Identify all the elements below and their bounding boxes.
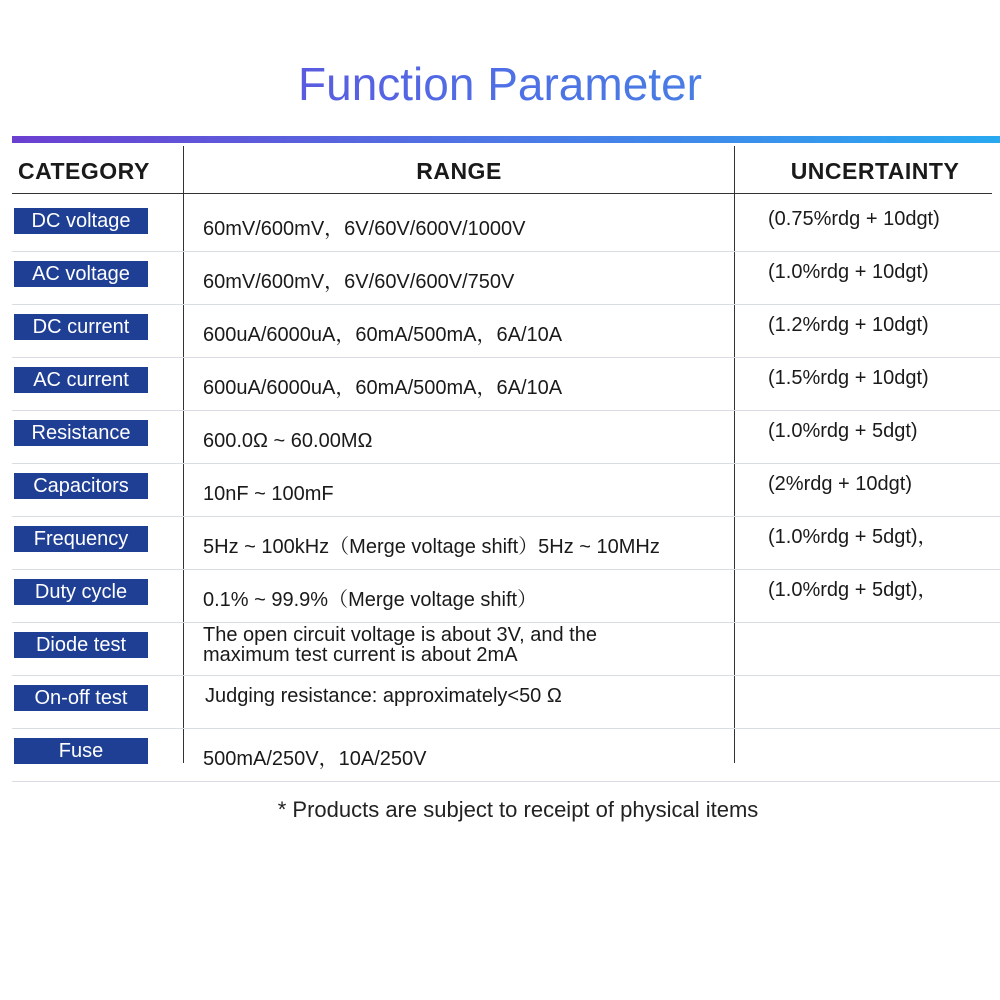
table-row	[12, 305, 1000, 358]
range-cell: 600uA/6000uA，60mA/500mA，6A/10A	[203, 324, 563, 346]
uncertainty-cell: (1.5%rdg + 10dgt)	[768, 367, 929, 389]
category-badge: Fuse	[14, 738, 148, 764]
uncertainty-cell: (0.75%rdg + 10dgt)	[768, 208, 940, 230]
uncertainty-cell	[768, 623, 998, 663]
range-cell: 60mV/600mV，6V/60V/600V/750V	[203, 271, 515, 293]
table-row	[12, 676, 1000, 729]
footnote: * Products are subject to receipt of physical items	[277, 797, 759, 822]
category-badge: DC current	[14, 314, 148, 340]
table-row	[12, 464, 1000, 517]
table-row	[12, 570, 1000, 623]
header-range: RANGE	[416, 158, 502, 184]
range-cell	[203, 625, 733, 665]
range-cell-line-2: maximum test current is about 2mA	[203, 644, 518, 666]
table-row	[12, 358, 1000, 411]
category-badge: Diode test	[14, 632, 148, 658]
uncertainty-cell: (1.0%rdg + 5dgt)	[768, 420, 918, 442]
uncertainty-cell: (1.2%rdg + 10dgt)	[768, 314, 929, 336]
range-cell-line-1: The open circuit voltage is about 3V, and the	[203, 624, 597, 646]
uncertainty-cell: (2%rdg + 10dgt)	[768, 473, 912, 495]
page-title: Function Parameter	[0, 52, 1000, 116]
range-cell: 600uA/6000uA，60mA/500mA，6A/10A	[203, 377, 563, 399]
table-row	[12, 517, 1000, 570]
category-badge: Capacitors	[14, 473, 148, 499]
range-cell: 600.0Ω ~ 60.00MΩ	[203, 430, 373, 452]
range-cell: 10nF ~ 100mF	[203, 483, 334, 505]
uncertainty-cell	[768, 729, 998, 769]
category-badge: AC voltage	[14, 261, 148, 287]
range-cell: 500mA/250V，10A/250V	[203, 748, 427, 770]
table-row	[12, 729, 1000, 782]
title-gradient-bar	[12, 136, 1000, 143]
category-badge: Resistance	[14, 420, 148, 446]
table-row	[12, 623, 1000, 676]
range-cell: Judging resistance: approximately<50 Ω	[205, 685, 562, 707]
range-cell: 5Hz ~ 100kHz（Merge voltage shift）5Hz ~ 10MHz	[203, 536, 660, 558]
header-divider	[12, 193, 992, 194]
row-divider	[12, 781, 1000, 782]
header-uncertainty: UNCERTAINTY	[790, 158, 960, 184]
uncertainty-cell: (1.0%rdg + 5dgt)，	[768, 579, 938, 601]
table-row	[12, 411, 1000, 464]
category-badge: Frequency	[14, 526, 148, 552]
range-cell: 60mV/600mV，6V/60V/600V/1000V	[203, 218, 526, 240]
uncertainty-cell	[768, 676, 998, 716]
category-badge: On-off test	[14, 685, 148, 711]
header-category: CATEGORY	[18, 158, 150, 184]
category-badge: Duty cycle	[14, 579, 148, 605]
uncertainty-cell: (1.0%rdg + 10dgt)	[768, 261, 929, 283]
table-row	[12, 252, 1000, 305]
range-cell: 0.1% ~ 99.9%（Merge voltage shift）	[203, 589, 538, 611]
uncertainty-cell: (1.0%rdg + 5dgt)，	[768, 526, 938, 548]
category-badge: AC current	[14, 367, 148, 393]
table-row	[12, 199, 1000, 252]
category-badge: DC voltage	[14, 208, 148, 234]
